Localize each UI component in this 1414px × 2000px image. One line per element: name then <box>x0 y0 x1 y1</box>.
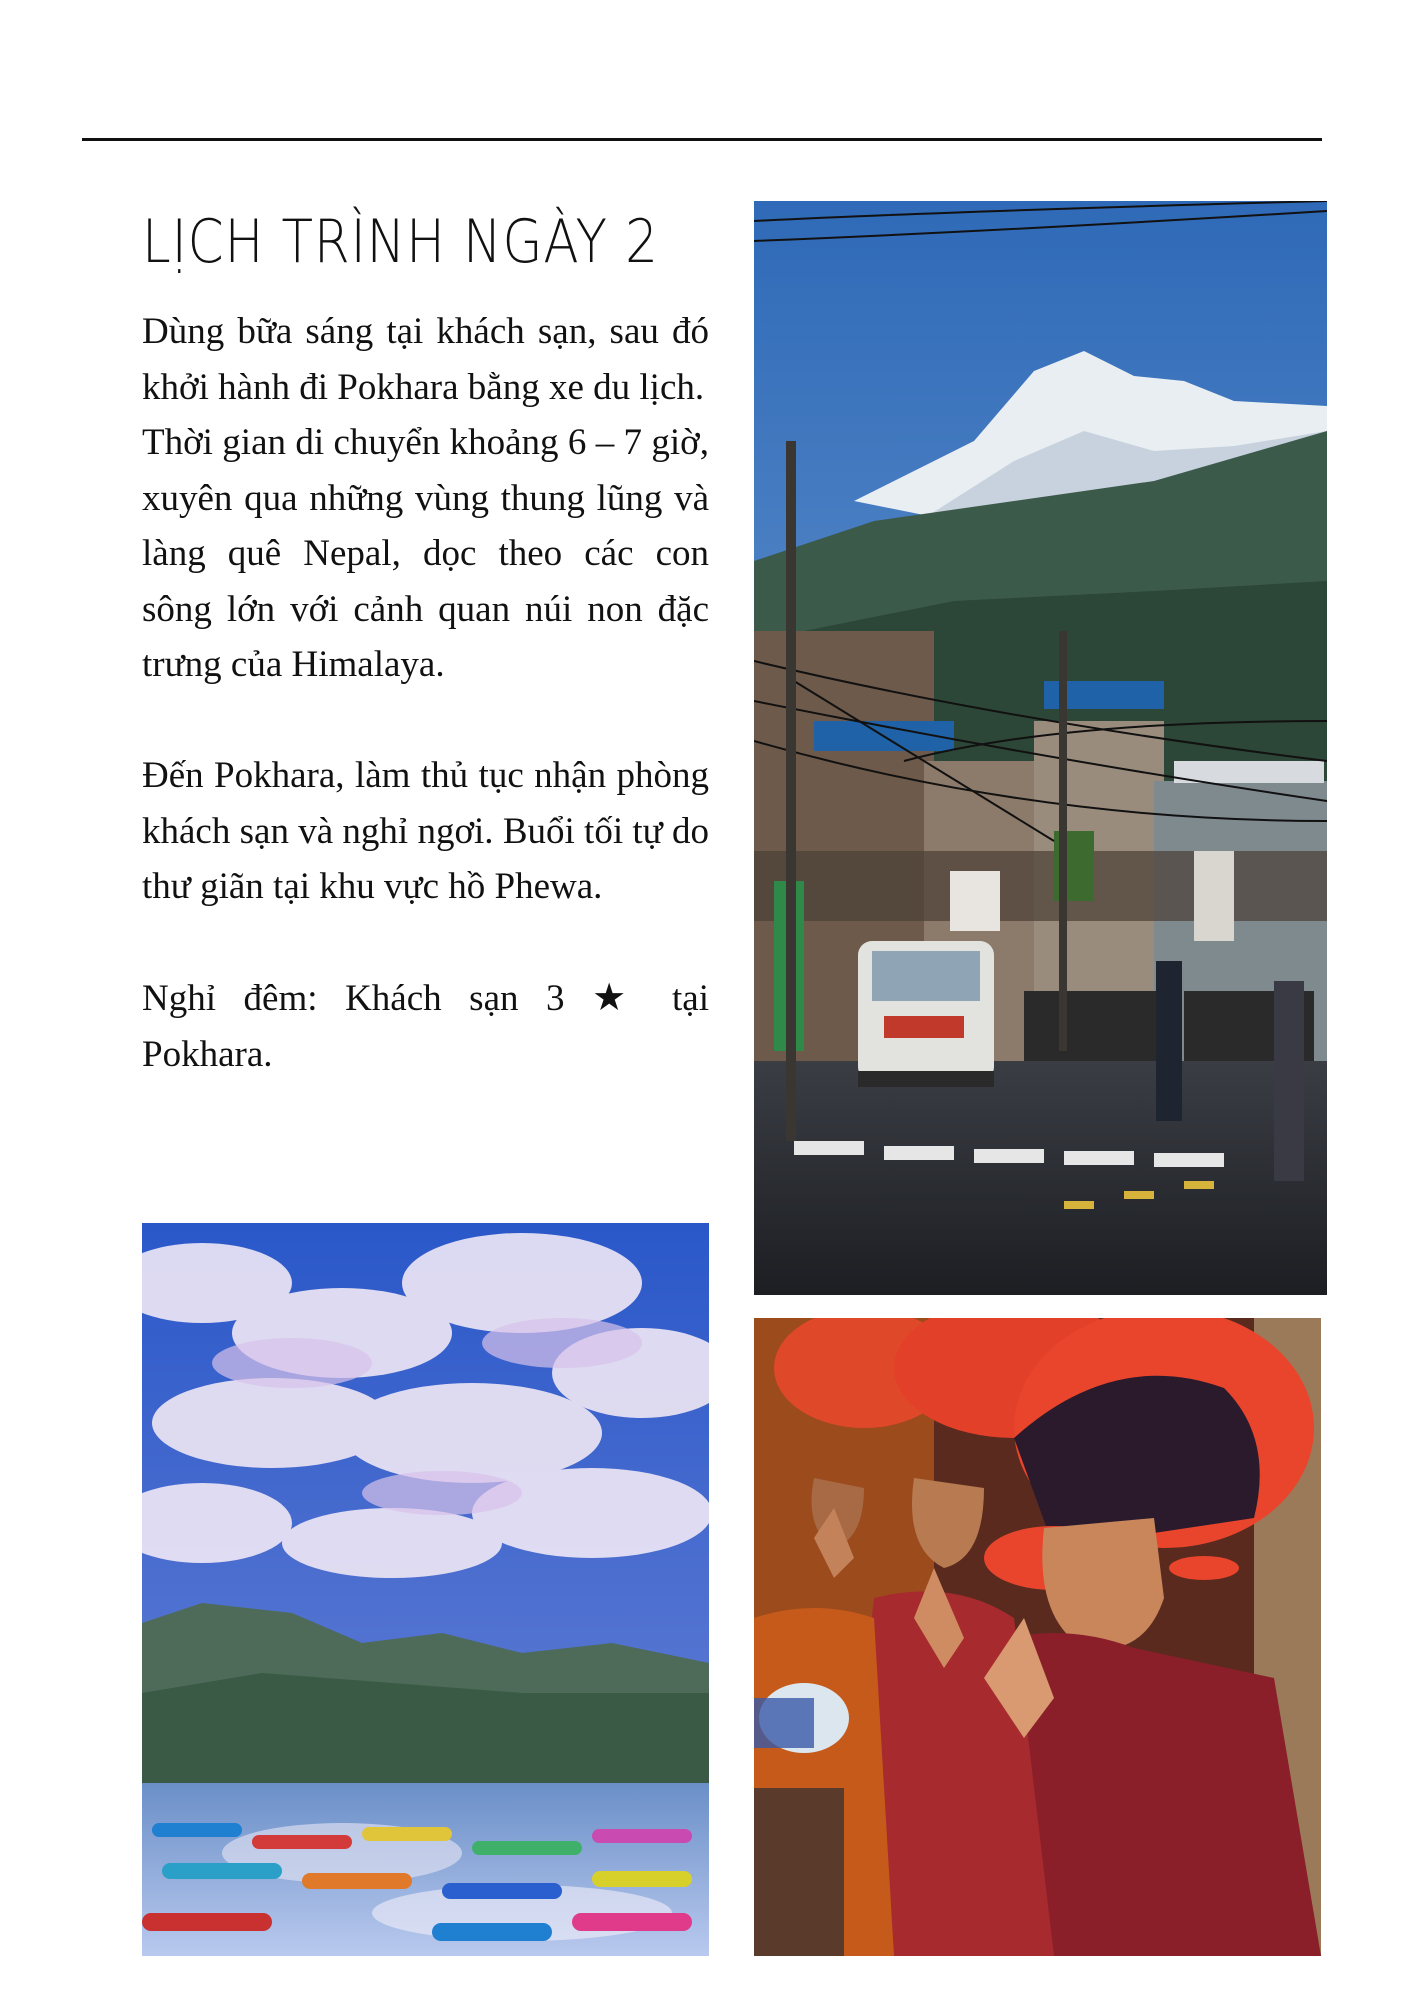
lake-photo-illustration <box>142 1223 709 1956</box>
paragraph-arrival: Đến Pokhara, làm thủ tục nhận phòng khách sạn và nghỉ ngơi. Buổi tối tự do thư giãn tại khu vực hồ Phewa. <box>142 755 709 907</box>
paragraph-travel-time: Thời gian di chuyển khoảng 6 – 7 giờ, xuyên qua những vùng thung lũng và làng quê Nepal, dọc theo các con sông lớn với cảnh quan núi non đặc trưng của Himalaya. <box>142 422 709 685</box>
paragraph-breakfast: Dùng bữa sáng tại khách sạn, sau đó khởi hành đi Pokhara bằng xe du lịch. <box>142 311 709 408</box>
overnight-suffix: tại Pokhara. <box>142 978 709 1075</box>
paragraph-overnight <box>142 970 709 1082</box>
lake-photo <box>142 1223 709 1956</box>
monks-photo-illustration <box>754 1318 1321 1956</box>
itinerary-text <box>142 304 709 1082</box>
star-icon: ★ <box>592 975 645 1019</box>
top-divider <box>82 138 1322 141</box>
overnight-prefix: Nghỉ đêm: Khách sạn 3 <box>142 978 565 1019</box>
street-photo <box>754 201 1327 1295</box>
street-photo-illustration <box>754 201 1327 1295</box>
page-title: LỊCH TRÌNH NGÀY 2 <box>142 207 659 277</box>
monks-photo <box>754 1318 1321 1956</box>
